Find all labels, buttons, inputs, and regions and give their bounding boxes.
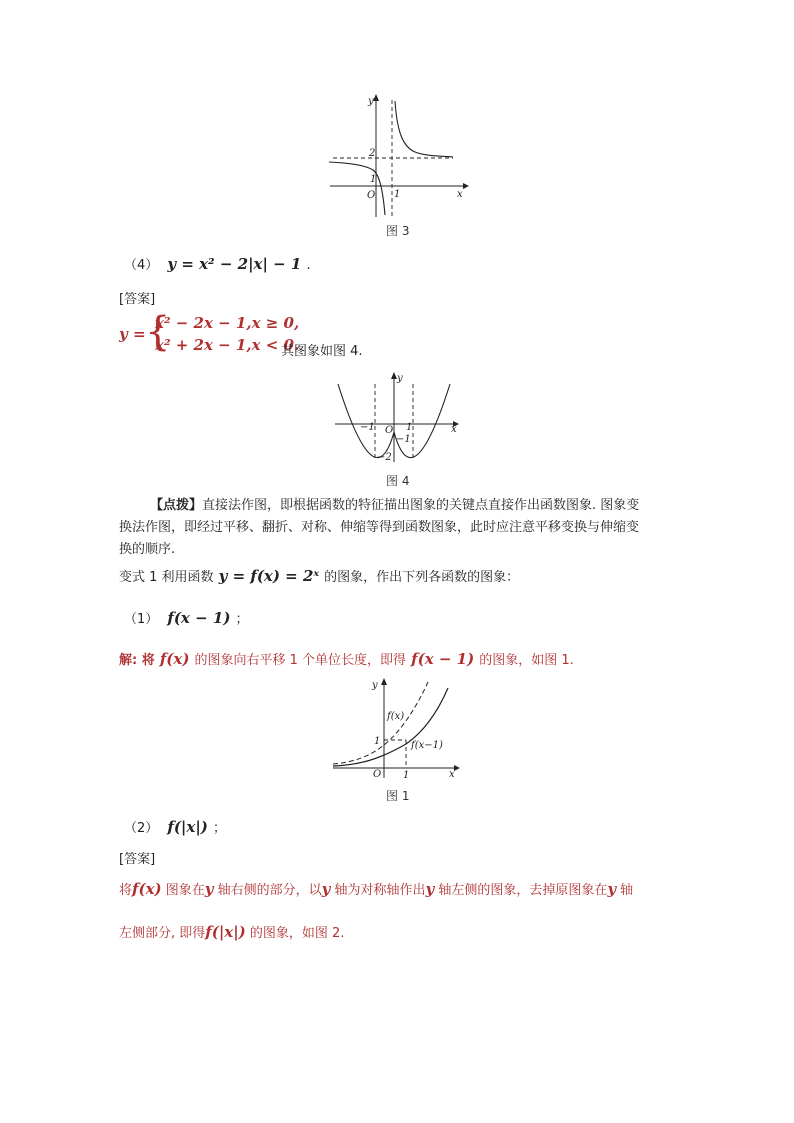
item-2	[124, 817, 226, 836]
label-origin: O	[373, 769, 382, 780]
tip-line-2: 换法作图，即经过平移、翻折、对称、伸缩等得到函数图象，此时应注意平移变换与伸缩变	[119, 520, 640, 535]
label-one-x: 1	[394, 189, 401, 200]
answer-2-p1: 将	[119, 883, 133, 898]
label-neg-two: −2	[377, 452, 392, 463]
tip-line-1	[150, 494, 639, 513]
figure-3-graph	[325, 92, 470, 220]
piecewise-answer	[119, 309, 479, 359]
label-x: x	[449, 769, 455, 780]
label-fx: f(x)	[387, 711, 405, 722]
item-2-tail: ；	[212, 821, 226, 836]
figure-4-graph	[330, 370, 460, 465]
solution-1-end: 的图象，如图 1.	[479, 653, 574, 668]
figure-1-graph	[330, 676, 462, 784]
label-origin: O	[367, 190, 376, 201]
curve-left-branch	[329, 162, 385, 215]
figure-4-caption: 图 4	[386, 474, 410, 488]
item-4	[124, 254, 311, 273]
solution-1-fx: f(x)	[159, 650, 190, 668]
item-1	[124, 608, 249, 627]
piecewise-line-1: x² − 2x − 1,x ≥ 0,	[155, 314, 300, 332]
variant-suffix: 的图象，作出下列各函数的图象：	[324, 570, 520, 585]
label-y: y	[368, 96, 374, 107]
x-axis-arrow	[454, 765, 460, 771]
item-1-tail: ；	[235, 612, 249, 627]
answer-label-1: [答案]	[119, 292, 156, 307]
y-axis-arrow	[373, 94, 379, 101]
tip-text-1: 直接法作图，即根据函数的特征描出图象的关键点直接作出函数图象. 图象变	[202, 498, 640, 513]
answer-2-fx: f(x)	[132, 880, 162, 898]
curve-fx-dashed	[333, 682, 428, 764]
label-x: x	[457, 189, 463, 200]
solution-1	[119, 649, 574, 668]
curve-fx1-solid	[333, 688, 448, 766]
item-4-period: .	[306, 258, 311, 273]
variant-expression: y = f(x) = 2ˣ	[218, 567, 320, 585]
label-one-x: 1	[403, 770, 410, 781]
item-2-number: （2）	[124, 821, 159, 836]
answer-2-y4: y	[607, 880, 617, 898]
answer-2-p4: 轴为对称轴作出	[330, 883, 426, 898]
answer-2-line2b: 的图象，如图 2.	[245, 926, 345, 941]
figure-1-caption: 图 1	[386, 789, 410, 803]
answer-2-p6: 轴	[616, 883, 634, 898]
piecewise-brace: {	[145, 309, 171, 355]
variant-line	[119, 566, 519, 585]
piecewise-line-2: x² + 2x − 1,x < 0.	[155, 336, 300, 354]
answer-2-p5: 轴左侧的图象，去掉原图象在	[434, 883, 608, 898]
solution-1-fx1: f(x − 1)	[411, 650, 475, 668]
item-4-number: （4）	[124, 258, 159, 273]
y-axis-arrow	[381, 678, 387, 685]
piecewise-lhs: y =	[119, 325, 146, 343]
label-y: y	[397, 373, 403, 384]
label-one-y: 1	[374, 736, 381, 747]
label-origin: O	[385, 425, 394, 436]
answer-2-line-2	[119, 922, 344, 941]
answer-2-y2: y	[321, 880, 331, 898]
label-one-y: 1	[370, 174, 377, 185]
answer-2-line2a: 左侧部分, 即得	[119, 926, 206, 941]
item-4-expression: y = x² − 2|x| − 1	[167, 255, 302, 273]
figure-3-caption: 图 3	[386, 224, 410, 238]
label-two: 2	[369, 148, 376, 159]
tip-line-3: 换的顺序.	[119, 542, 176, 557]
item-1-expression: f(x − 1)	[167, 609, 231, 627]
solution-1-label: 解: 将	[119, 653, 155, 668]
answer-2-y1: y	[204, 880, 214, 898]
solution-1-middle: 的图象向右平移 1 个单位长度，即得	[194, 653, 407, 668]
tip-label: 【点拨】	[150, 498, 203, 513]
answer-label-2: [答案]	[119, 852, 156, 867]
label-one: 1	[406, 422, 413, 433]
curve-right-branch	[395, 101, 453, 157]
item-2-expression: f(|x|)	[167, 818, 208, 836]
answer-2-p3: 轴右侧的部分，以	[213, 883, 322, 898]
item-1-number: （1）	[124, 612, 159, 627]
answer-2-p2: 图象在	[161, 883, 205, 898]
label-neg-one: −1	[360, 422, 375, 433]
answer-2-line-1	[119, 879, 633, 898]
label-fx1: f(x−1)	[411, 740, 443, 751]
variant-prefix: 变式 1 利用函数	[119, 570, 214, 585]
label-y: y	[372, 680, 378, 691]
label-neg-one-y: −1	[396, 434, 411, 445]
piecewise-suffix: 其图象如图 4.	[281, 344, 363, 359]
label-x: x	[451, 424, 457, 435]
x-axis-arrow	[463, 183, 469, 189]
answer-2-fabs: f(|x|)	[205, 923, 246, 941]
answer-2-y3: y	[425, 880, 435, 898]
